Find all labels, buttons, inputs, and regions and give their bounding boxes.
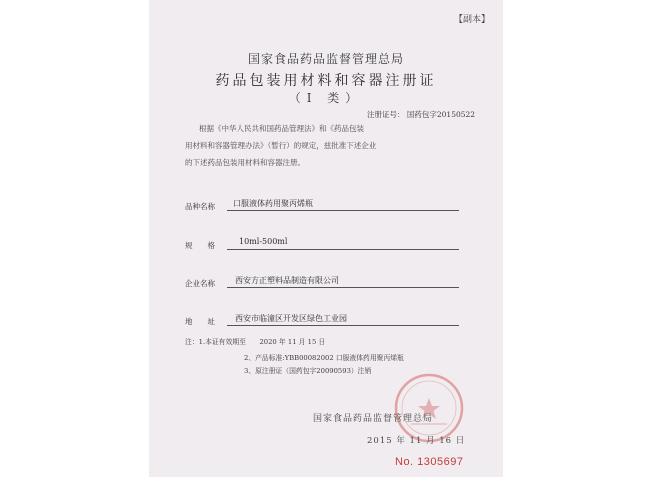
field-value-company: 西安方正塑料品制造有限公司 [235,276,339,285]
note-validity: 注：1.本证有效期至 2020 年 11 月 15 日 [185,338,326,346]
issue-date: 2015 年 11 月 16 日 [367,436,466,446]
certificate-paper [149,0,503,477]
field-underline [227,210,459,211]
serial-number: No. 1305697 [395,456,464,468]
copy-label: 【副本】 [453,15,490,25]
certificate-class: （Ⅰ 类） [288,91,364,105]
body-line-2: 用材料和容器管理办法》（暂行）的规定，兹批准下述企业 [185,141,377,150]
registration-number: 注册证号： 国药包字20150522 [367,110,476,119]
field-value-address: 西安市临潼区开发区绿色工业园 [235,314,347,323]
field-value-product: 口服液体药用聚丙烯瓶 [233,199,313,208]
field-underline [227,325,459,326]
certificate-title: 药品包装用材料和容器注册证 [215,73,437,89]
footer-issuer: 国家食品药品监督管理总局 [313,414,434,424]
body-line-1: 根据《中华人民共和国药品管理法》和《药品包装 [199,124,364,133]
field-label-address: 地 址 [185,317,215,326]
field-label-company: 企业名称 [185,279,215,288]
body-line-3: 的下述药品包装用材料和容器注册。 [185,158,305,167]
note-standard: 2、产品标准:YBB00082002 口服液体药用聚丙烯瓶 [244,354,404,362]
field-value-spec: 10ml-500ml [239,237,288,246]
field-label-product: 品种名称 [185,202,215,211]
field-label-spec: 规 格 [185,241,215,250]
issuer-heading: 国家食品药品监督管理总局 [247,52,404,66]
field-underline [227,249,459,250]
note-cancellation: 3、原注册证（国药包字20090593）注销 [244,367,372,375]
field-underline [227,287,459,288]
